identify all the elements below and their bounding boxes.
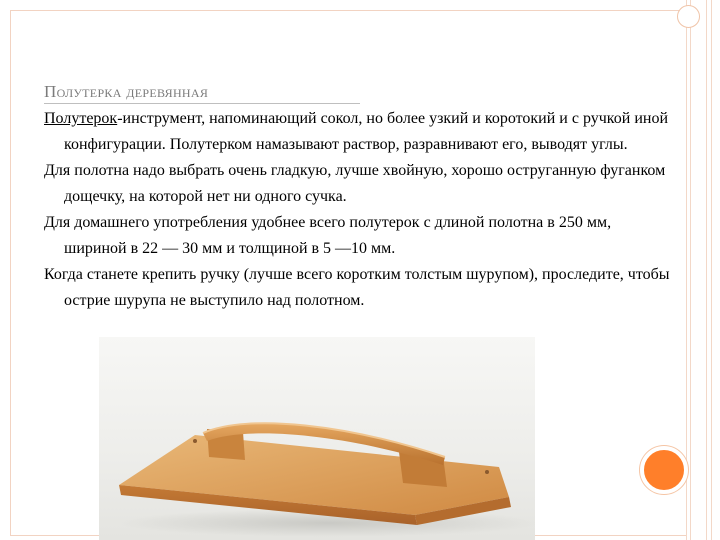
decorative-line xyxy=(686,0,687,540)
slide-body xyxy=(44,106,676,314)
paragraph-2: Для полотна надо выбрать очень гладкую, лучше хвойную, хорошо оструганную фуганком дощечку, на которой нет ни одного сучка. xyxy=(44,162,666,205)
term-polyterok: Полутерок xyxy=(44,110,118,127)
board-top xyxy=(119,435,509,515)
wooden-float-photo xyxy=(99,337,535,540)
paragraph-3: Для домашнего употребления удобнее всего полутерок с длиной полотна в 250 мм, шириной в 22 — 30 мм и толщиной в 5 —10 мм. xyxy=(44,214,612,257)
decorative-right-band xyxy=(686,0,720,540)
decorative-line xyxy=(706,0,707,540)
title-underline xyxy=(44,103,360,104)
screw-icon xyxy=(193,439,197,443)
decorative-line xyxy=(690,0,691,540)
decorative-circle-orange xyxy=(640,446,688,494)
decorative-line xyxy=(711,0,712,540)
decorative-circle-small xyxy=(677,5,700,28)
slide-title: Полутерка деревянная xyxy=(44,82,209,101)
paragraph-4: Когда станете крепить ручку (лучше всего коротким толстым шурупом), проследите, чтобы острие шурупа не выступило над полотном. xyxy=(44,266,670,309)
paragraph-text: -инструмент, напоминающий сокол, но более узкий и коротокий и с ручкой иной конфигурации. Полутерком намазывают раствор, разравнивают его, выводят углы. xyxy=(64,110,668,153)
screw-icon xyxy=(485,470,489,474)
paragraph-1 xyxy=(44,106,676,158)
wooden-float-illustration xyxy=(99,337,535,540)
